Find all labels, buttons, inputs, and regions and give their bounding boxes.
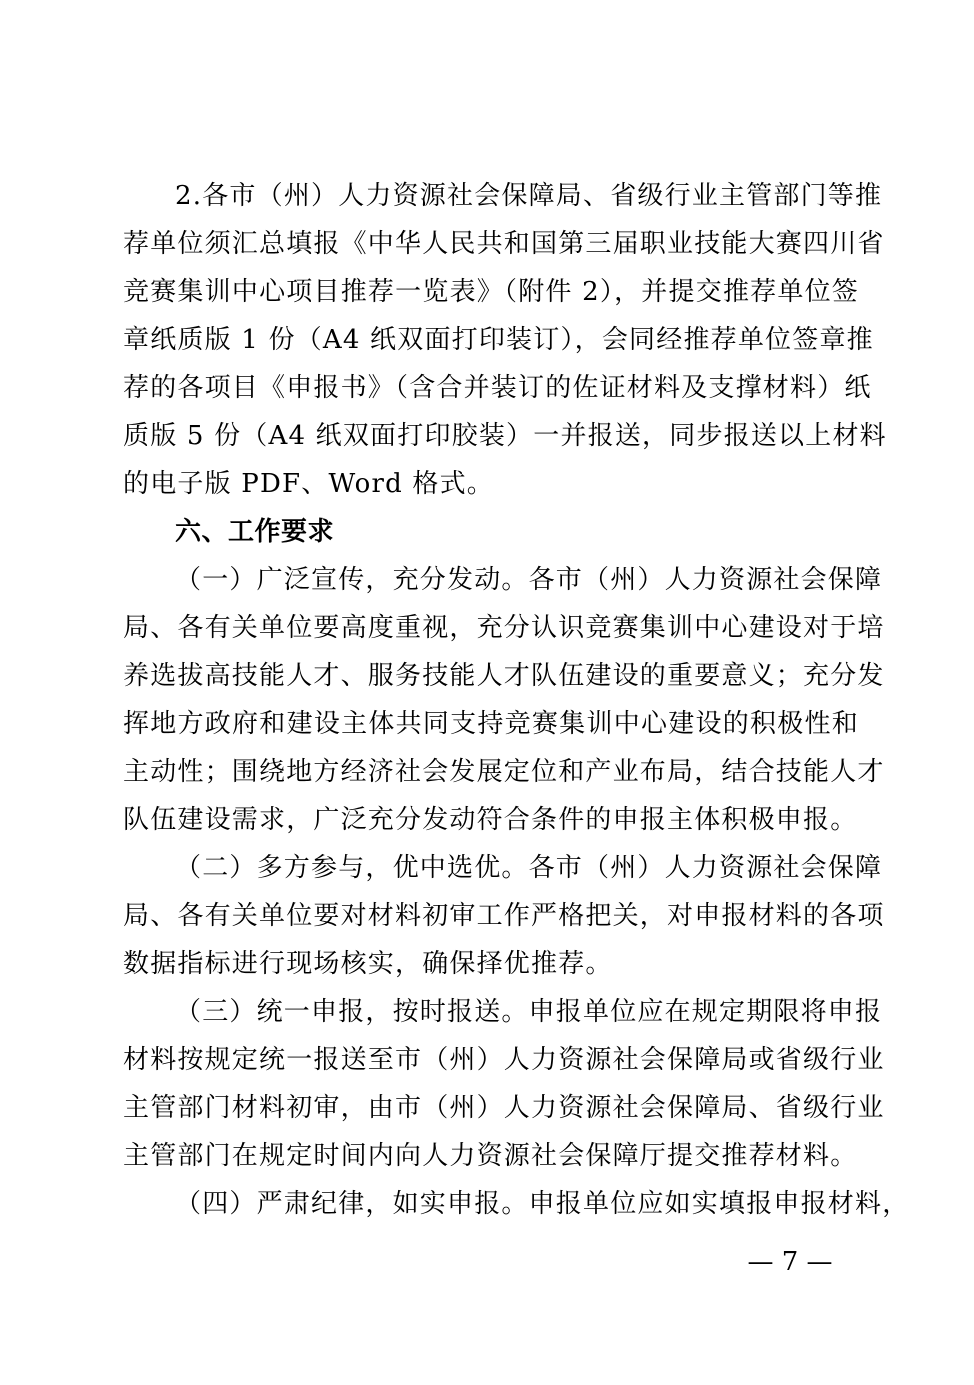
item-1-line-6: 队伍建设需求，广泛充分发动符合条件的申报主体积极申报。 — [123, 805, 858, 835]
item-2-line-2: 局、各有关单位要对材料初审工作严格把关，对申报材料的各项 — [123, 901, 885, 931]
item-1-line-2: 局、各有关单位要高度重视，充分认识竞赛集训中心建设对于培 — [123, 613, 885, 643]
item-2-line-1: （二）多方参与，优中选优。各市（州）人力资源社会保障 — [175, 853, 883, 883]
item-1-line-3: 养选拔高技能人才、服务技能人才队伍建设的重要意义；充分发 — [123, 661, 885, 691]
paragraph-2-line-4: 章纸质版 1 份（A4 纸双面打印装订），会同经推荐单位签章推 — [123, 325, 874, 355]
item-3-line-2: 材料按规定统一报送至市（州）人力资源社会保障局或省级行业 — [123, 1045, 885, 1075]
item-3-line-1: （三）统一申报，按时报送。申报单位应在规定期限将申报 — [175, 997, 883, 1027]
section-heading: 六、工作要求 — [175, 517, 335, 547]
paragraph-2-line-6: 质版 5 份（A4 纸双面打印胶装）一并报送，同步报送以上材料 — [123, 421, 887, 451]
paragraph-2-line-7: 的电子版 PDF、Word 格式。 — [123, 469, 494, 499]
paragraph-2-line-1: 2.各市（州）人力资源社会保障局、省级行业主管部门等推 — [175, 181, 883, 211]
paragraph-2-line-2: 荐单位须汇总填报《中华人民共和国第三届职业技能大赛四川省 — [123, 229, 885, 259]
item-2-line-3: 数据指标进行现场核实，确保择优推荐。 — [123, 949, 613, 979]
paragraph-2-line-5: 荐的各项目《申报书》（含合并装订的佐证材料及支撑材料）纸 — [123, 373, 872, 403]
item-1-line-4: 挥地方政府和建设主体共同支持竞赛集训中心建设的积极性和 — [123, 709, 859, 739]
page-number: — 7 — — [747, 1247, 833, 1277]
item-1-line-5: 主动性；围绕地方经济社会发展定位和产业布局，结合技能人才 — [123, 757, 885, 787]
paragraph-2-line-3: 竞赛集训中心项目推荐一览表》（附件 2），并提交推荐单位签 — [123, 277, 859, 307]
item-3-line-3: 主管部门材料初审，由市（州）人力资源社会保障局、省级行业 — [123, 1093, 885, 1123]
item-3-line-4: 主管部门在规定时间内向人力资源社会保障厅提交推荐材料。 — [123, 1141, 858, 1171]
item-4-line-1: （四）严肃纪律，如实申报。申报单位应如实填报申报材料， — [175, 1189, 910, 1219]
item-1-line-1: （一）广泛宣传，充分发动。各市（州）人力资源社会保障 — [175, 565, 883, 595]
